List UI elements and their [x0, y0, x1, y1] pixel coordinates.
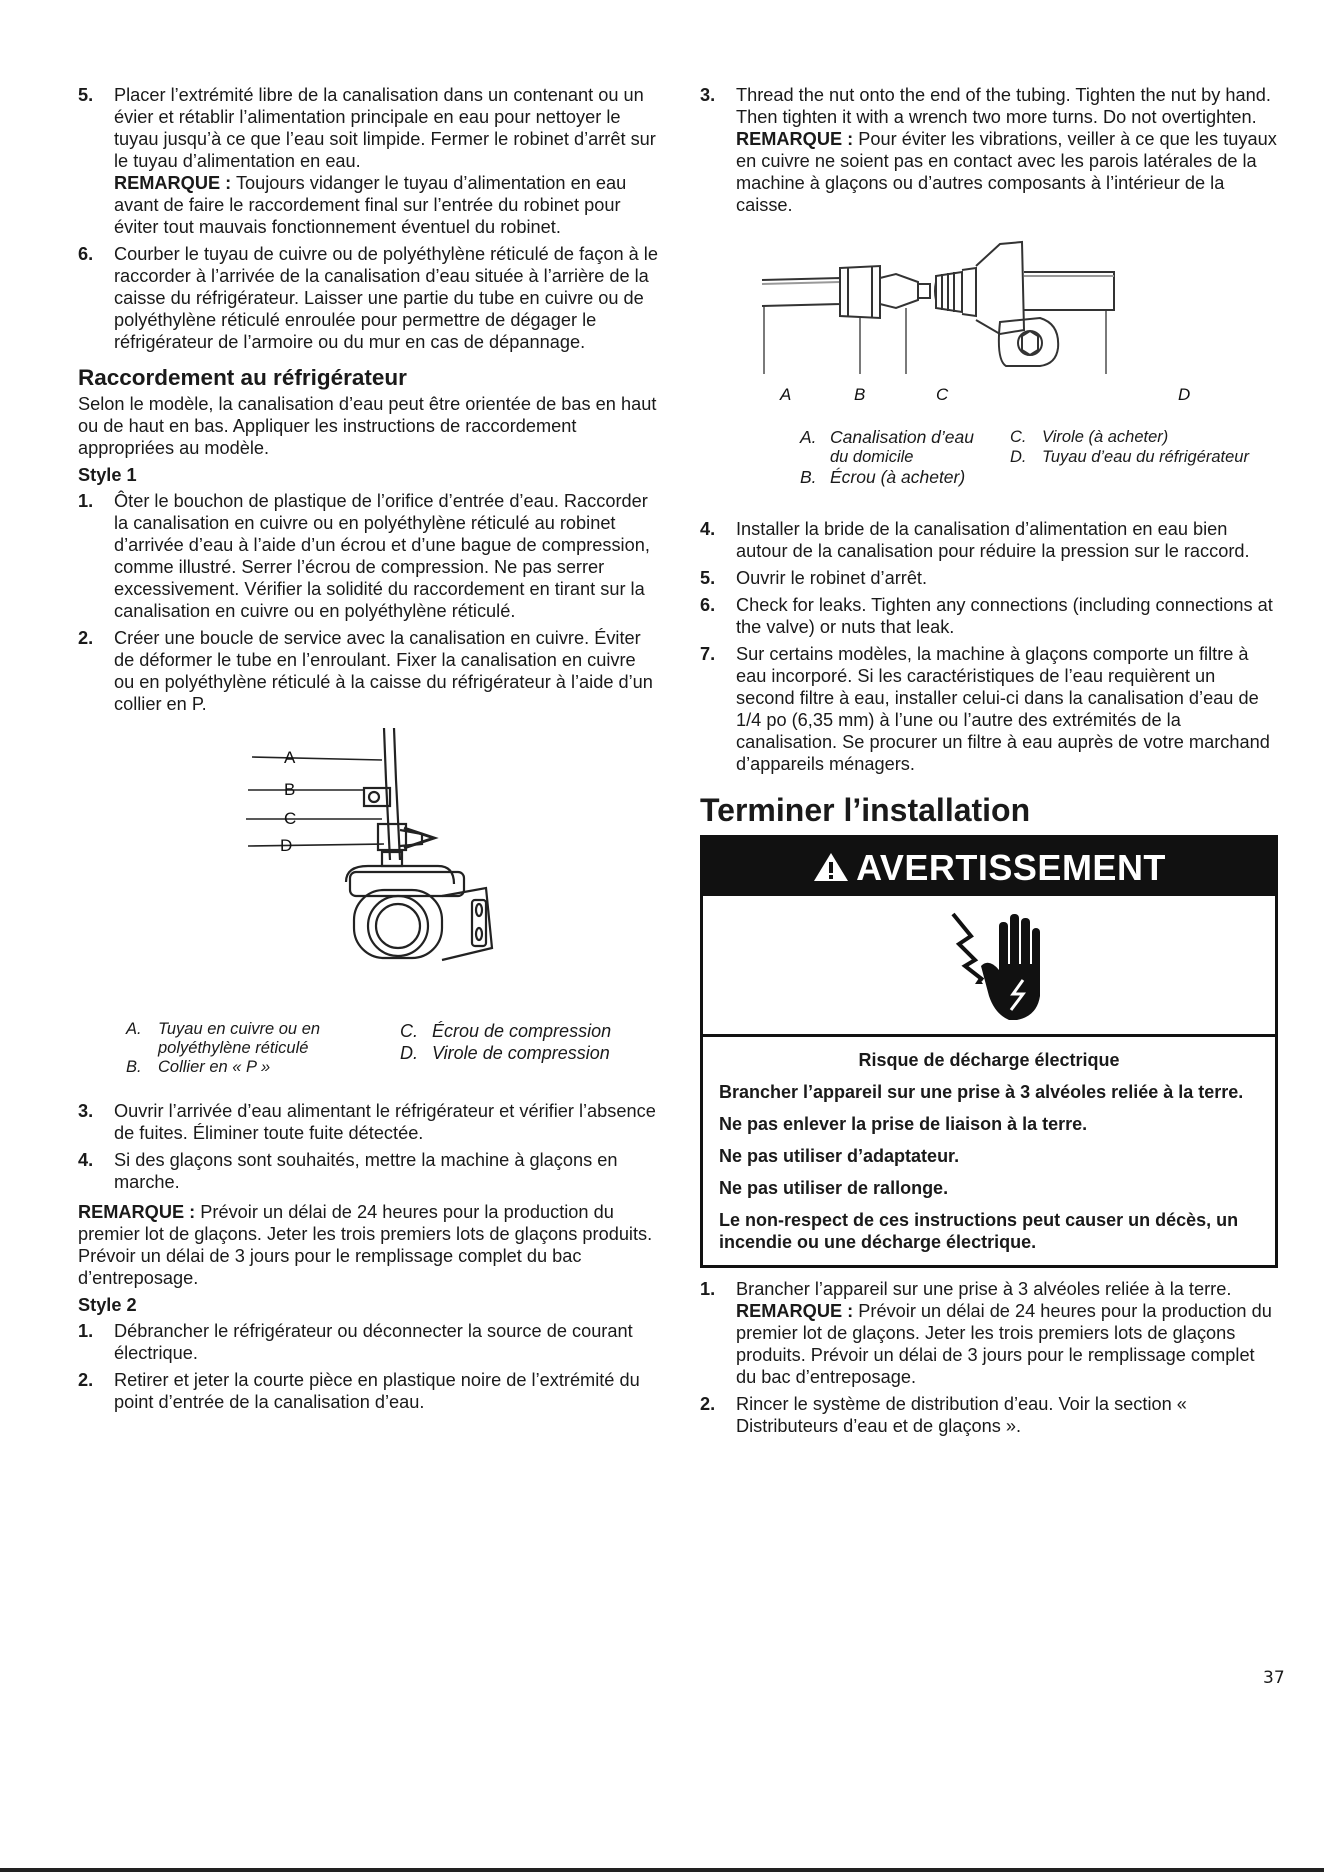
step-note — [736, 128, 1278, 216]
legend-item-c: C. Virole (à acheter) — [1010, 428, 1169, 446]
connection-illustration — [700, 238, 1278, 428]
remark-text: Prévoir un délai de 24 heures pour la production du premier lot de glaçons. Jeter les trois premiers lots de glaçons produits. Prévoir un délai de 3 jours pour le remplissage complet du bac d’entreposage. — [78, 1202, 653, 1288]
step-number: 3. — [700, 85, 716, 105]
style1-step-4 — [78, 1149, 660, 1193]
warning-line: Le non-respect de ces instructions peut causer un décès, un incendie ou une décharge électrique. — [719, 1210, 1239, 1252]
step-text: Ouvrir l’arrivée d’eau alimentant le réfrigérateur et vérifier l’absence de fuites. Éliminer toute fuite détectée. — [114, 1101, 656, 1143]
step-6 — [78, 243, 660, 353]
step-number: 6. — [78, 244, 94, 264]
step-text: Retirer et jeter la courte pièce en plastique noire de l’extrémité du point d’entrée de la canalisation d’eau. — [114, 1370, 640, 1412]
step-text: Ôter le bouchon de plastique de l’orifice d’entrée d’eau. Raccorder la canalisation en cuivre ou en polyéthylène réticulé au robinet d’arrivée d’eau à l’aide d’un écrou et d’une bague de compression, comme illustré. Serrer l’écrou de compression. Ne pas serrer excessivement. Vérifier la solidité du raccordement en tirant sur la canalisation en cuivre ou en polyéthylène réticulé. — [114, 491, 650, 621]
warning-icon-row — [703, 896, 1275, 1037]
style2-title: Style 2 — [78, 1295, 137, 1315]
style1-step-1 — [78, 490, 660, 622]
step-number: 4. — [700, 519, 716, 539]
step-text: Ouvrir le robinet d’arrêt. — [736, 568, 928, 588]
step-text: Créer une boucle de service avec la canalisation en cuivre. Éviter de déformer le tube en l’enroulant. Fixer la canalisation en cuivre ou en polyéthylène réticulé à la caisse du réfrigérateur à l’aide d’un collier en P. — [114, 628, 653, 714]
connection-figure — [700, 238, 1278, 428]
right-step-4 — [700, 518, 1278, 562]
legend-item-b: B. Collier en « P » — [126, 1058, 271, 1076]
note-text: Toujours vidanger le tuyau d’alimentation en eau avant de faire le raccordement final sur l’entrée du robinet pour éviter tout mauvais fonctionnement éventuel du robinet. — [114, 173, 627, 237]
step-number: 4. — [78, 1150, 94, 1170]
legend-item-d: D. Virole de compression — [400, 1043, 610, 1063]
remark-label: REMARQUE : — [78, 1202, 196, 1222]
warning-line: Ne pas utiliser d’adaptateur. — [719, 1146, 960, 1166]
step-text: Placer l’extrémité libre de la canalisation dans un contenant ou un évier et rétablir l’alimentation principale en eau pour nettoyer le tuyau jusqu’à ce que l’eau soit limpide. Fermer le robinet d’arrêt sur le tuyau d’alimentation en eau. — [114, 85, 656, 171]
figure-label-c: C — [284, 809, 297, 828]
figure-label-c: C — [936, 385, 949, 404]
figure-label-d: D — [280, 836, 293, 855]
right-step-5 — [700, 567, 1278, 589]
step-number: 1. — [78, 1321, 94, 1341]
figure-label-b: B — [284, 780, 296, 799]
right-step-6 — [700, 594, 1278, 638]
bottom-rule — [0, 1868, 1324, 1872]
electric-shock-hand-icon — [919, 904, 1059, 1024]
remark — [78, 1201, 660, 1289]
page-number: 37 — [1263, 1668, 1285, 1688]
right-step-7 — [700, 643, 1278, 775]
legend-item-d: D. Tuyau d’eau du réfrigérateur — [1010, 448, 1249, 466]
note-label: REMARQUE : — [114, 173, 232, 193]
final-step-2 — [700, 1393, 1278, 1437]
step-text: Installer la bride de la canalisation d’alimentation en eau bien autour de la canalisation pour réduire la pression sur le raccord. — [736, 519, 1250, 561]
legend-item-b: B. Écrou (à acheter) — [800, 467, 966, 487]
step-text: Brancher l’appareil sur une prise à 3 alvéoles reliée à la terre. — [736, 1279, 1232, 1299]
step-number: 5. — [700, 568, 716, 588]
step-number: 6. — [700, 595, 716, 615]
warning-box — [700, 835, 1278, 1268]
step-note — [736, 1300, 1278, 1388]
section-heading: Terminer l’installation — [700, 792, 1031, 828]
step-number: 2. — [78, 628, 94, 648]
step-number: 3. — [78, 1101, 94, 1121]
style2-step-2 — [78, 1369, 660, 1413]
connection-figure-legend — [700, 428, 1278, 492]
style1-title: Style 1 — [78, 465, 137, 485]
step-text: Sur certains modèles, la machine à glaçons comporte un filtre à eau incorporé. Si les caractéristiques de l’eau requièrent un second filtre à eau, installer celui-ci dans la canalisation d’eau de 1/4 po (6,35 mm) à l’une ou l’autre des extrémités de la canalisation. Se procurer un filtre à eau auprès de votre marchand d’appareils ménagers. — [736, 644, 1270, 774]
step-note — [114, 172, 660, 238]
style1-step-2 — [78, 627, 660, 715]
valve-figure-legend — [78, 1020, 660, 1080]
note-text: Prévoir un délai de 24 heures pour la production du premier lot de glaçons. Jeter les trois premiers lots de glaçons produits. Prévoir un délai de 3 jours pour le remplissage complet du bac d’entreposage. — [736, 1301, 1272, 1387]
note-label: REMARQUE : — [736, 1301, 854, 1321]
step-number: 2. — [700, 1394, 716, 1414]
note-text: Pour éviter les vibrations, veiller à ce que les tuyaux en cuivre ne soient pas en contact avec les parois latérales de la machine à glaçons ou d’autres composants à l’intérieur de la caisse. — [736, 129, 1277, 215]
legend-item-a-cont: du domicile — [830, 448, 914, 466]
figure-label-b: B — [854, 385, 866, 404]
legend-item-a: A. Canalisation d’eau — [800, 427, 974, 447]
figure-label-a: A — [780, 385, 792, 404]
legend-item-a: A. Tuyau en cuivre ou en — [126, 1020, 321, 1038]
right-column — [700, 84, 1278, 1442]
step-text: Check for leaks. Tighten any connections (including connections at the valve) or nuts that leak. — [736, 595, 1273, 637]
style2-step-1 — [78, 1320, 660, 1364]
section-title: Raccordement au réfrigérateur — [78, 365, 407, 390]
step-number: 5. — [78, 85, 94, 105]
warning-subtitle: Risque de décharge électrique — [858, 1050, 1120, 1070]
step-text: Débrancher le réfrigérateur ou déconnecter la source de courant électrique. — [114, 1321, 633, 1363]
final-step-1 — [700, 1278, 1278, 1388]
step-number: 1. — [700, 1279, 716, 1299]
valve-figure — [78, 720, 660, 1020]
figure-label-a: A — [284, 748, 296, 767]
warning-line: Ne pas utiliser de rallonge. — [719, 1178, 949, 1198]
warning-title: AVERTISSEMENT — [856, 847, 1166, 888]
warning-body — [703, 1037, 1275, 1265]
step-number: 7. — [700, 644, 716, 664]
step-number: 1. — [78, 491, 94, 511]
warning-line: Brancher l’appareil sur une prise à 3 alvéoles reliée à la terre. — [719, 1082, 1244, 1102]
legend-item-c: C. Écrou de compression — [400, 1021, 612, 1041]
step-3 — [700, 84, 1278, 216]
step-number: 2. — [78, 1370, 94, 1390]
note-label: REMARQUE : — [736, 129, 854, 149]
left-column — [78, 84, 660, 1418]
step-text: Si des glaçons sont souhaités, mettre la machine à glaçons en marche. — [114, 1150, 618, 1192]
section-intro: Selon le modèle, la canalisation d’eau peut être orientée de bas en haut ou de haut en bas. Appliquer les instructions de raccordement appropriées au modèle. — [78, 394, 657, 458]
style1-step-3 — [78, 1100, 660, 1144]
valve-illustration — [78, 720, 660, 1020]
step-5 — [78, 84, 660, 238]
warning-header — [703, 838, 1275, 896]
step-text: Thread the nut onto the end of the tubing. Tighten the nut by hand. Then tighten it with a wrench two more turns. Do not overtighten. — [736, 85, 1271, 127]
step-text: Rincer le système de distribution d’eau. Voir la section « Distributeurs d’eau et de glaçons ». — [736, 1394, 1187, 1436]
legend-item-a-cont: polyéthylène réticulé — [158, 1039, 309, 1057]
figure-label-d: D — [1178, 385, 1191, 404]
warning-triangle-icon — [812, 851, 850, 883]
step-text: Courber le tuyau de cuivre ou de polyéthylène réticulé de façon à le raccorder à l’arrivée de la canalisation d’eau située à l’arrière de la caisse du réfrigérateur. Laisser une partie du tube en cuivre ou de polyéthylène réticulé enroulée pour permettre de dégager le réfrigérateur de l’armoire ou du mur en cas de dépannage. — [114, 244, 658, 352]
warning-line: Ne pas enlever la prise de liaison à la terre. — [719, 1114, 1088, 1134]
